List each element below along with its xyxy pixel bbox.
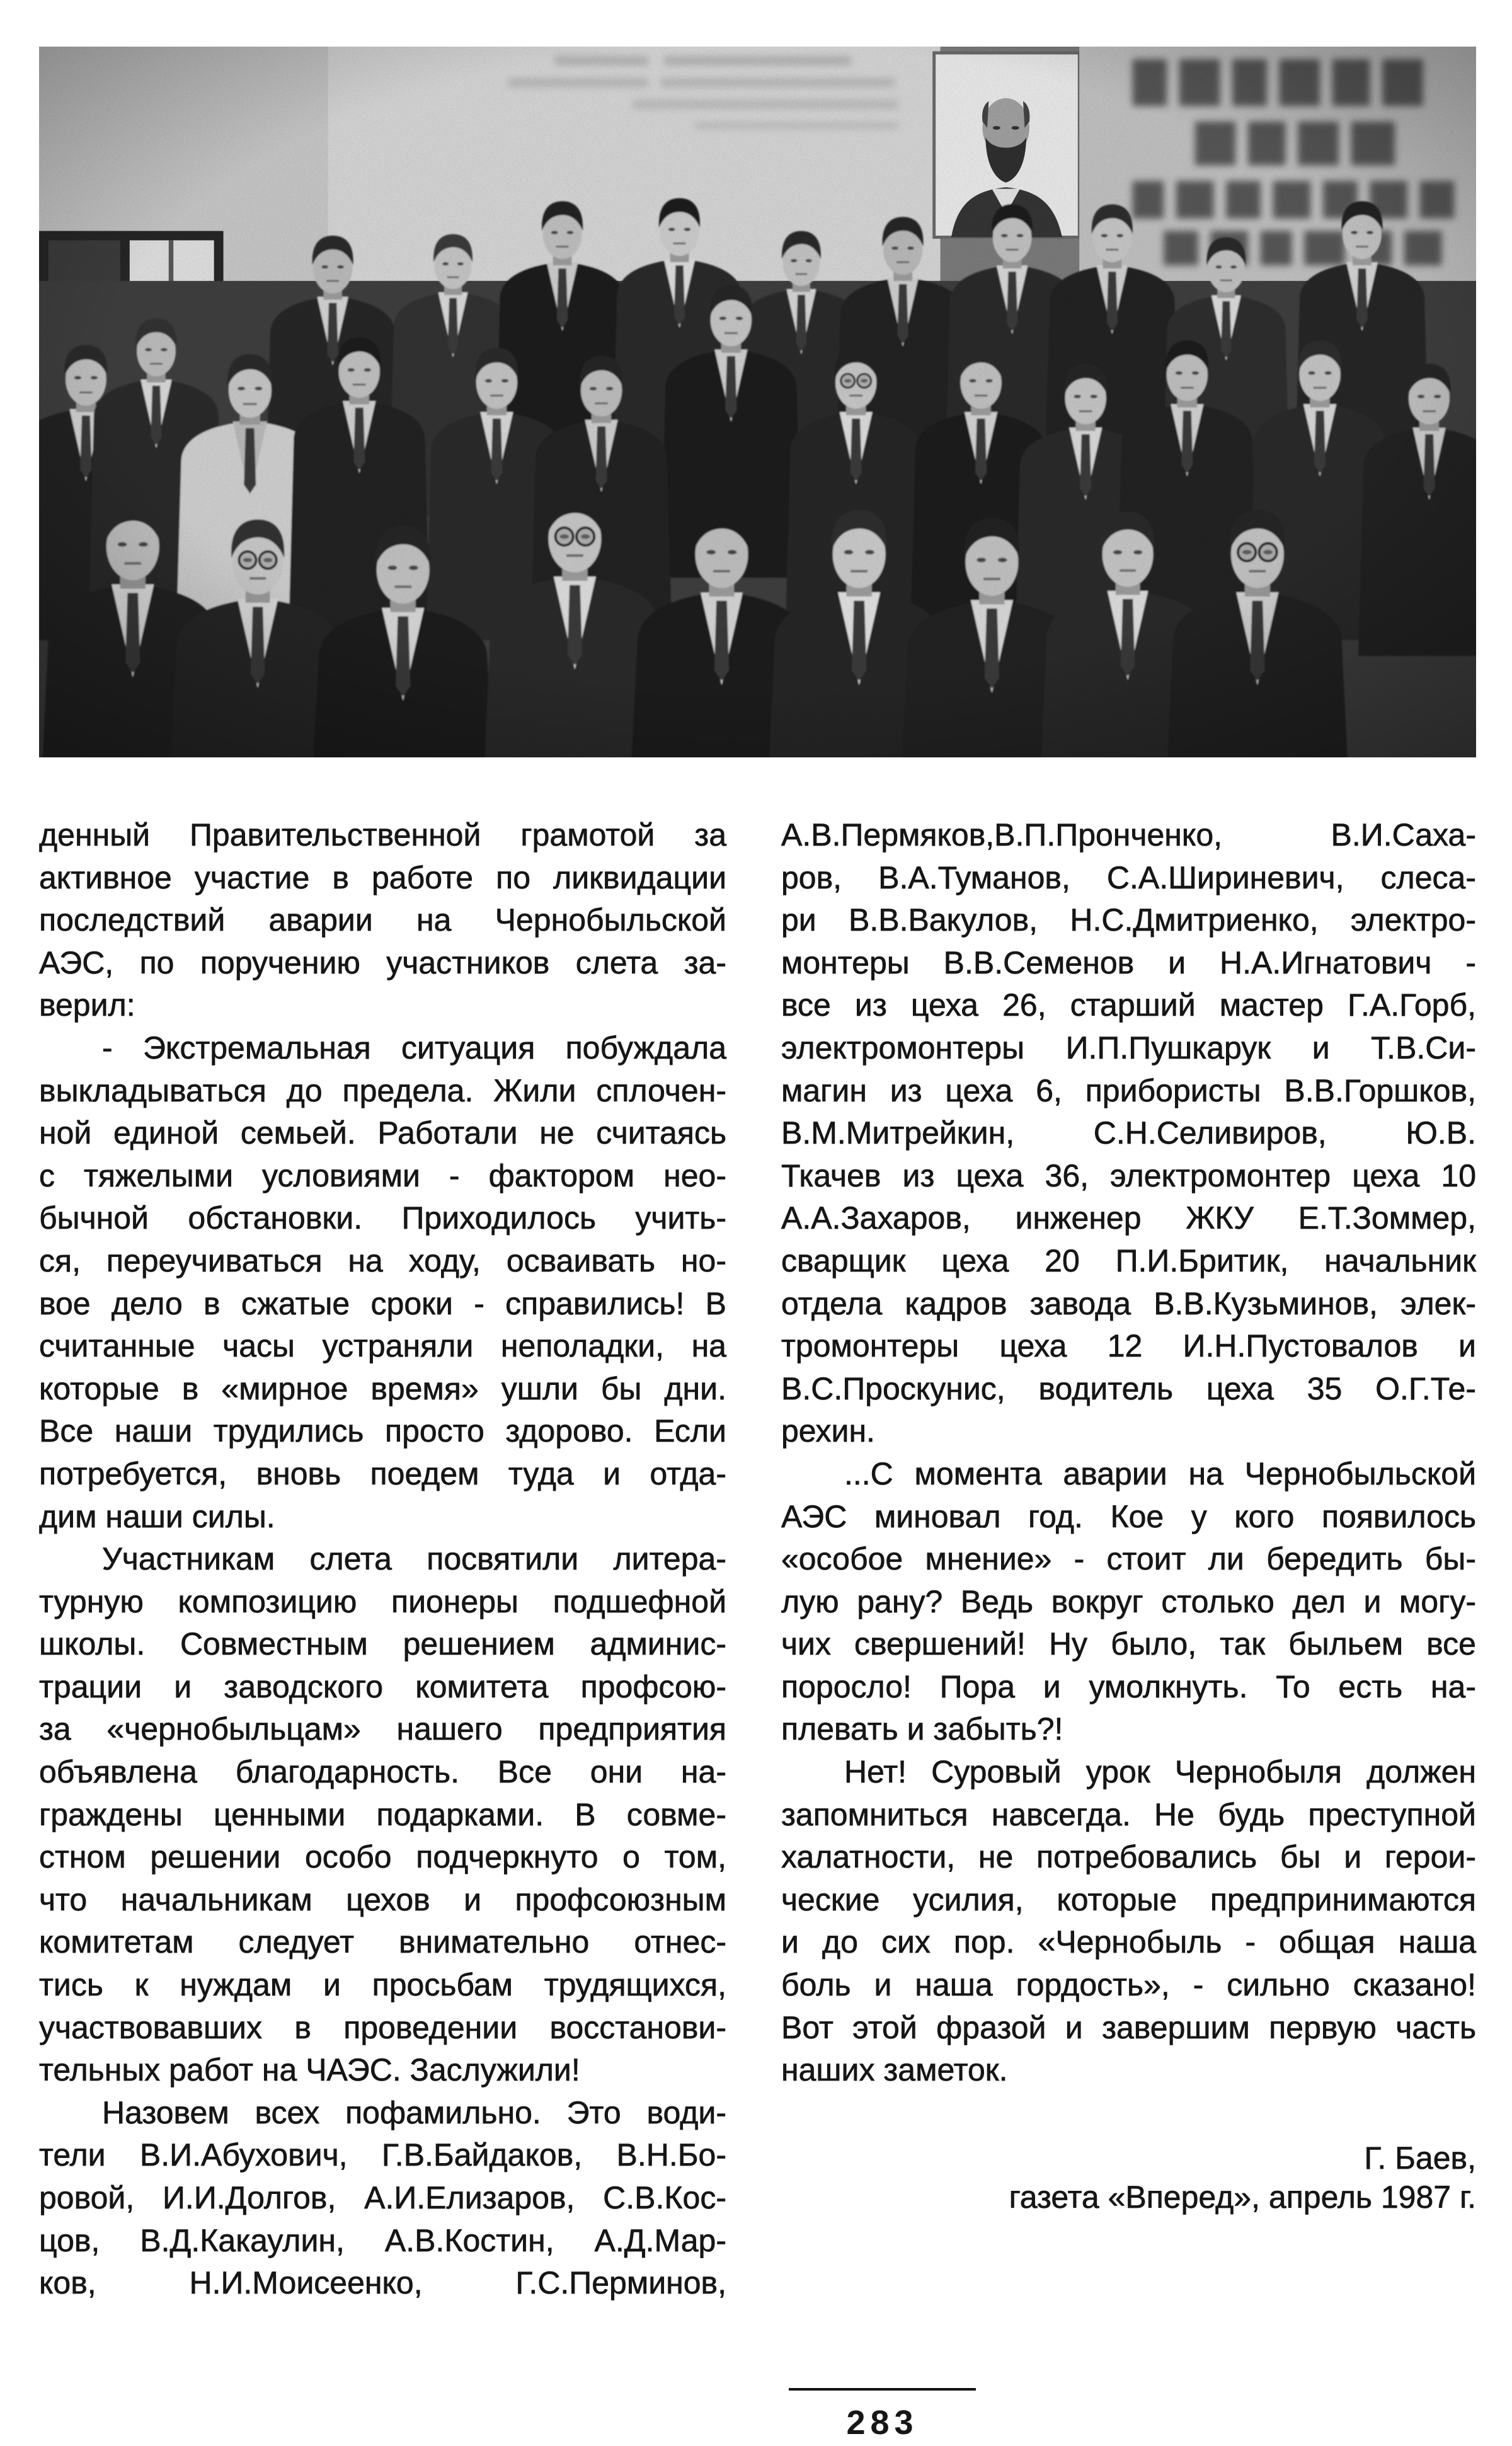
text-line: ков, Н.И.Моисеенко, Г.С.Перминов, (39, 2265, 726, 2301)
text-line: считанные часы устраняли неполадки, на (39, 1328, 726, 1364)
text-line: В.М.Митрейкин, С.Н.Селивиров, Ю.В. (781, 1115, 1476, 1151)
text-line: наших заметок. (781, 2052, 1008, 2088)
text-line: АЭС миновал год. Кое у кого появилось (781, 1498, 1476, 1534)
page-number: 283 (846, 2404, 919, 2442)
text-line: денный Правительственной грамотой за (39, 817, 726, 853)
text-line: Назовем всех пофамильно. Это води- (102, 2094, 726, 2130)
text-line: «особое мнение» - стоит ли бередить бы- (781, 1541, 1476, 1577)
paragraph (39, 1027, 726, 1538)
text-line: комитетам следует внимательно отнес- (39, 1924, 726, 1960)
text-line: рехин. (781, 1413, 875, 1449)
paragraph (39, 2092, 726, 2305)
text-line: тельных работ на ЧАЭС. Заслужили! (39, 2052, 580, 2088)
text-line: ческие усилия, которые предпринимаются (781, 1881, 1476, 1917)
signature (1009, 2139, 1476, 2217)
text-line: что начальникам цехов и профсоюзным (39, 1881, 726, 1917)
text-line: школы. Совместным решением админис- (39, 1626, 726, 1662)
signature-author: Г. Баев, (1364, 2140, 1476, 2176)
group-photo (39, 47, 1476, 757)
text-line: сварщик цеха 20 П.И.Бритик, начальник (781, 1243, 1476, 1278)
text-line: объявлена благодарность. Все они на- (39, 1754, 726, 1790)
text-line: монтеры В.В.Семенов и Н.А.Игнатович - (781, 945, 1476, 980)
text-line: Вот этой фразой и завершим первую часть (781, 2009, 1476, 2045)
paragraph (39, 1538, 726, 2092)
text-line: В.С.Проскунис, водитель цеха 35 О.Г.Те- (781, 1370, 1476, 1406)
text-line: и до сих пор. «Чернобыль - общая наша (781, 1924, 1476, 1960)
text-line: активное участие в работе по ликвидации (39, 859, 726, 895)
text-line: вое дело в сжатые сроки - справились! В (39, 1285, 726, 1321)
text-line: лую рану? Ведь вокруг столько дел и могу- (781, 1583, 1476, 1619)
text-line: бычной обстановки. Приходилось учить- (39, 1200, 726, 1236)
text-line: последствий аварии на Чернобыльской (39, 902, 726, 938)
paragraph (39, 814, 726, 1027)
text-line: А.А.Захаров, инженер ЖКУ Е.Т.Зоммер, (781, 1200, 1476, 1236)
text-line: Нет! Суровый урок Чернобыля должен (844, 1754, 1476, 1790)
paragraph (781, 1453, 1476, 1751)
text-line: Ткачев из цеха 36, электромонтер цеха 10 (781, 1157, 1476, 1193)
text-line: ной единой семьей. Работали не считаясь (39, 1115, 726, 1151)
text-line: турную композицию пионеры подшефной (39, 1583, 726, 1619)
text-line: дим наши силы. (39, 1498, 275, 1534)
paragraph (781, 814, 1476, 1453)
text-line: отдела кадров завода В.В.Кузьминов, элек- (781, 1285, 1476, 1321)
text-line: за «чернобыльцам» нашего предприятия (39, 1711, 726, 1747)
text-line: тромонтеры цеха 12 И.Н.Пустовалов и (781, 1328, 1476, 1364)
text-line: тели В.И.Абухович, Г.В.Байдаков, В.Н.Бо- (39, 2137, 726, 2173)
text-line: запомниться навсегда. Не будь преступной (781, 1796, 1476, 1832)
text-line: Участникам слета посвятили литера- (102, 1541, 726, 1577)
text-line: боль и наша гордость», - сильно сказано! (781, 1967, 1476, 2003)
text-line: чих свершений! Ну было, так быльем все (781, 1626, 1476, 1662)
text-line: электромонтеры И.П.Пушкарук и Т.В.Си- (781, 1030, 1476, 1065)
left-column (39, 814, 726, 2305)
text-line: все из цеха 26, старший мастер Г.А.Горб, (781, 987, 1476, 1023)
text-line: выкладываться до предела. Жили сплочен- (39, 1072, 726, 1108)
text-line: граждены ценными подарками. В совме- (39, 1796, 726, 1832)
text-line: верил: (39, 987, 135, 1023)
text-line: трации и заводского комитета профсою- (39, 1668, 726, 1704)
text-line: цов, В.Д.Какаулин, А.В.Костин, А.Д.Мар- (39, 2222, 726, 2258)
right-column (781, 814, 1476, 2092)
text-line: - Экстремальная ситуация побуждала (102, 1030, 726, 1065)
paragraph (781, 1751, 1476, 2092)
text-line: поросло! Пора и умолкнуть. То есть на- (781, 1668, 1476, 1704)
text-line: АЭС, по поручению участников слета за- (39, 945, 726, 980)
text-line: с тяжелыми условиями - фактором нео- (39, 1157, 726, 1193)
text-line: которые в «мирное время» ушли бы дни. (39, 1370, 726, 1406)
text-line: тись к нуждам и просьбам трудящихся, (39, 1967, 726, 2003)
text-line: плевать и забыть?! (781, 1711, 1063, 1747)
photo-grain (39, 47, 1476, 757)
text-line: Все наши трудились просто здорово. Если (39, 1413, 726, 1449)
text-line: ров, В.А.Туманов, С.А.Шириневич, слеса- (781, 859, 1476, 895)
signature-source: газета «Вперед», апрель 1987 г. (1009, 2179, 1476, 2215)
text-line: участвовавших в проведении восстанови- (39, 2009, 726, 2045)
text-line: А.В.Пермяков,В.П.Пронченко, В.И.Саха- (781, 817, 1476, 853)
text-line: ...С момента аварии на Чернобыльской (844, 1456, 1476, 1491)
text-line: халатности, не потребовались бы и герои- (781, 1839, 1476, 1875)
group-photo-image (39, 47, 1476, 757)
text-line: ри В.В.Вакулов, Н.С.Дмитриенко, электро- (781, 902, 1476, 938)
text-line: ся, переучиваться на ходу, осваивать но- (39, 1243, 726, 1278)
page-number-rule (789, 2388, 976, 2391)
text-line: потребуется, вновь поедем туда и отда- (39, 1456, 726, 1491)
text-line: магин из цеха 6, прибористы В.В.Горшков, (781, 1072, 1476, 1108)
text-line: ровой, И.И.Долгов, А.И.Елизаров, С.В.Кос- (39, 2180, 726, 2215)
text-line: стном решении особо подчеркнуто о том, (39, 1839, 726, 1875)
